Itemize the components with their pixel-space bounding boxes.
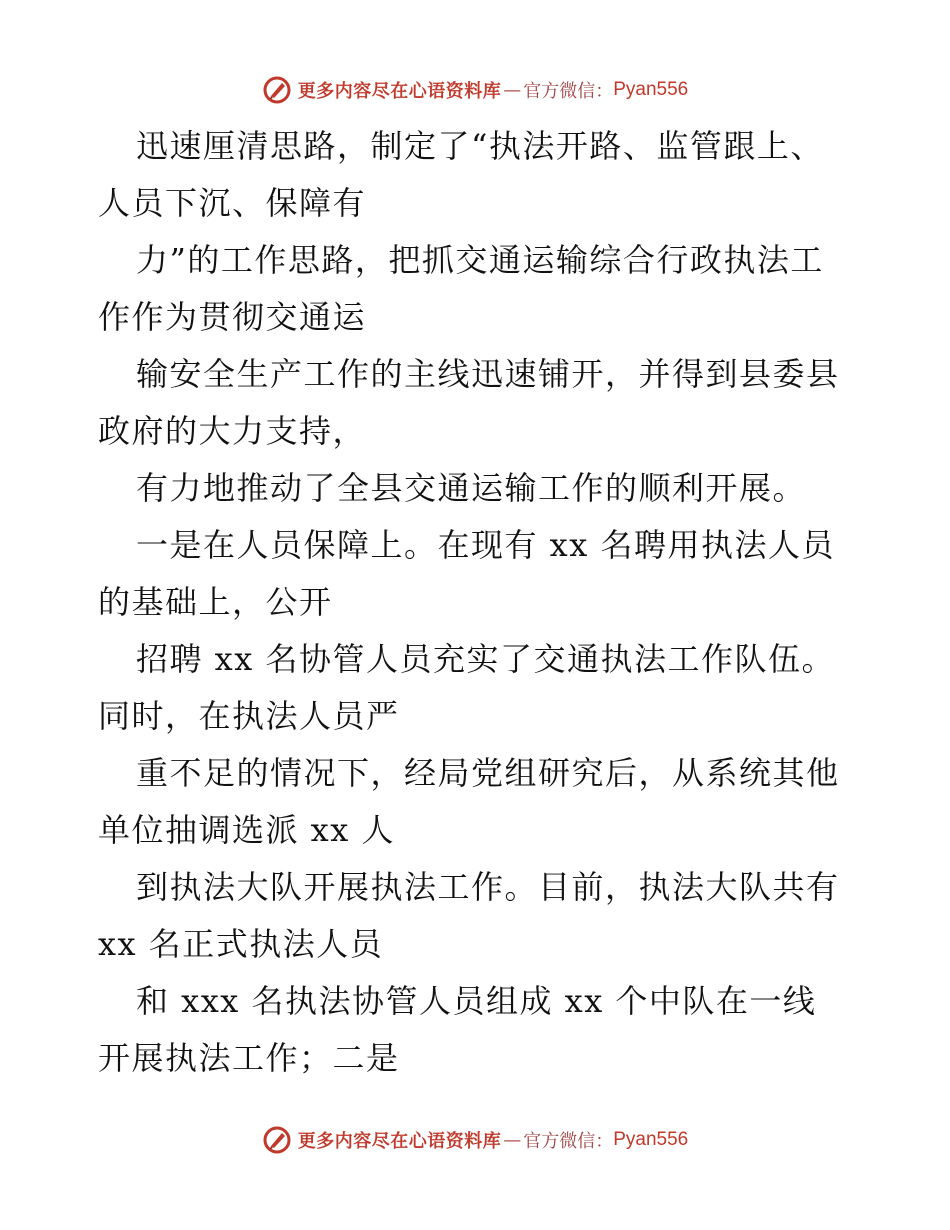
text-line: 力”的工作思路，把抓交通运输综合行政执法工 xyxy=(136,241,824,279)
watermark-wechat-id: Pyan556 xyxy=(613,79,689,100)
pen-logo-icon xyxy=(262,75,292,105)
watermark-site-text: 更多内容尽在心语资料库 xyxy=(297,81,502,102)
text-line: 单位抽调选派 xx 人 xyxy=(98,811,395,849)
text-line: 到执法大队开展执法工作。目前，执法大队共有 xyxy=(136,868,840,906)
text-line: 的基础上，公开 xyxy=(98,583,333,621)
watermark-label: 官方微信： xyxy=(523,81,614,102)
text-line: 作作为贯彻交通运 xyxy=(98,298,367,336)
text-line: 招聘 xx 名协管人员充实了交通执法工作队伍。 xyxy=(136,640,835,678)
text-line: 迅速厘清思路，制定了“执法开路、监管跟上、 xyxy=(136,127,824,165)
text-line: 开展执法工作；二是 xyxy=(98,1039,400,1077)
document-body xyxy=(98,118,858,1087)
header-watermark xyxy=(0,70,950,110)
text-line: 和 xxx 名执法协管人员组成 xx 个中队在一线 xyxy=(136,982,817,1020)
text-line: 重不足的情况下，经局党组研究后，从系统其他 xyxy=(136,754,840,792)
pen-logo-icon xyxy=(262,1125,292,1155)
text-line: 人员下沉、保障有 xyxy=(98,184,367,222)
text-line: 输安全生产工作的主线迅速铺开，并得到县委县 xyxy=(136,355,840,393)
watermark-separator: — xyxy=(503,1129,522,1151)
text-line: 有力地推动了全县交通运输工作的顺利开展。 xyxy=(136,469,807,507)
text-line: xx 名正式执法人员 xyxy=(98,925,384,963)
text-line: 同时，在执法人员严 xyxy=(98,697,400,735)
watermark-separator: — xyxy=(503,79,522,101)
text-line: 一是在人员保障上。在现有 xx 名聘用执法人员 xyxy=(136,526,835,564)
text-line: 政府的大力支持， xyxy=(98,412,367,450)
watermark-wechat-id: Pyan556 xyxy=(613,1129,689,1150)
watermark-site-text: 更多内容尽在心语资料库 xyxy=(297,1131,502,1152)
watermark-label: 官方微信： xyxy=(523,1131,614,1152)
footer-watermark xyxy=(0,1120,950,1160)
